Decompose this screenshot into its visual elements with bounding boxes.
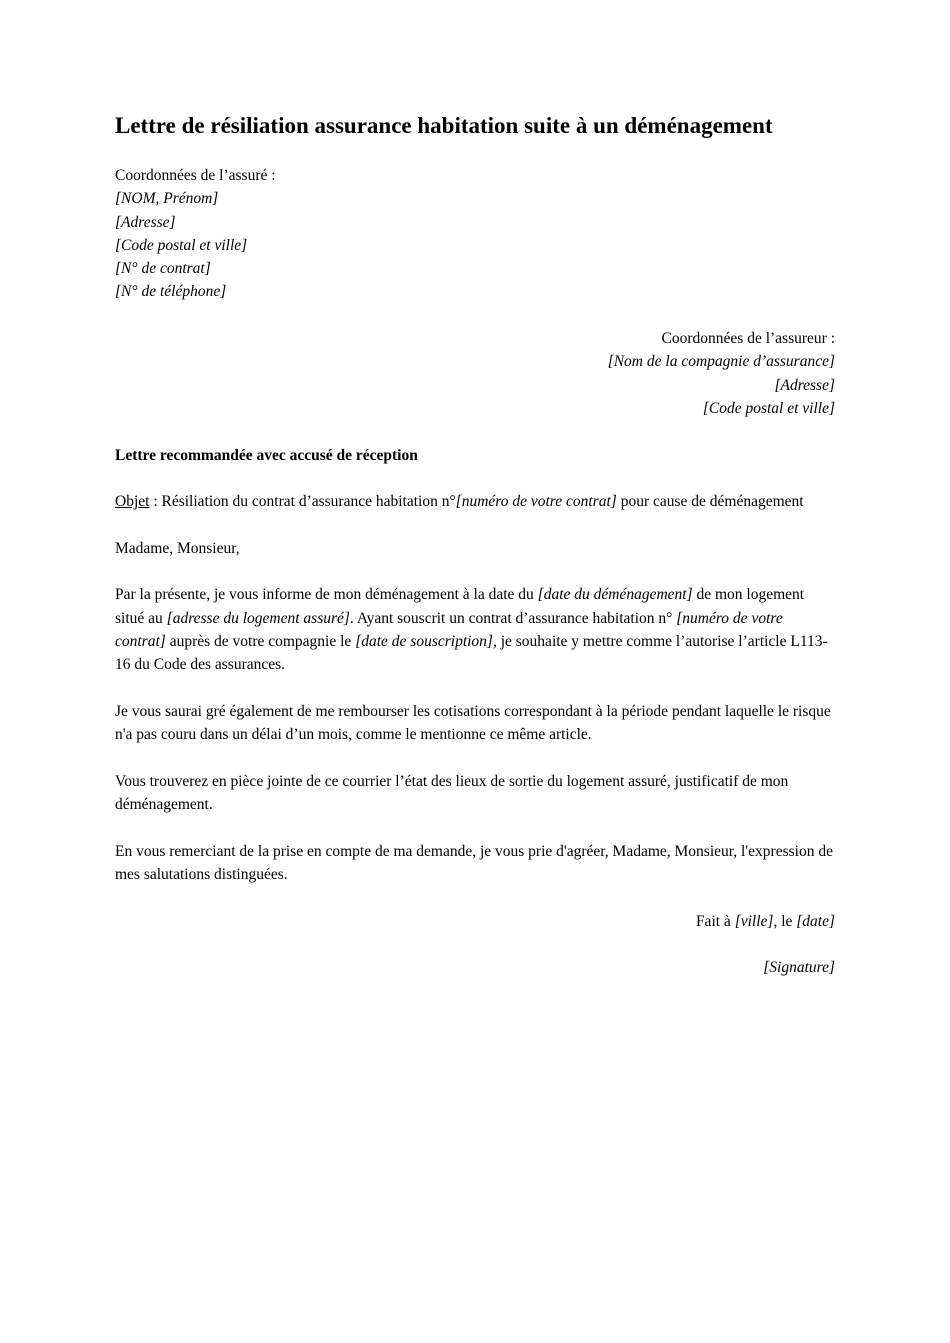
insured-placeholder-lines: [NOM, Prénom] [Adresse] [Code postal et ville] [N° de contrat] [N° de téléphone] [115, 190, 248, 301]
insurer-heading: Coordonnées de l’assureur : [661, 330, 835, 348]
registered-mail-mention: Lettre recommandée avec accusé de réception [115, 446, 418, 464]
letter-page [115, 112, 835, 1003]
body-paragraph: En vous remerciant de la prise en compte de ma demande, je vous prie d'agréer, Madame, Monsieur, l'expression de mes salutations distinguées. [115, 842, 833, 883]
insured-details-block [115, 164, 835, 304]
insurer-placeholder-lines: [Nom de la compagnie d’assurance] [Adresse] [Code postal et ville] [607, 353, 835, 417]
body-paragraph: Vous trouverez en pièce jointe de ce courrier l’état des lieux de sortie du logement assuré, justificatif de mon déménagement. [115, 772, 789, 814]
signature-placeholder: [Signature] [763, 959, 835, 977]
letter-title: Lettre de résiliation assurance habitation suite à un déménagement [115, 113, 773, 138]
salutation: Madame, Monsieur, [115, 539, 240, 557]
body-paragraph: Par la présente, je vous informe de mon déménagement à la date du [date du déménagement] de mon logement situé au [adresse du logement assuré]. Ayant souscrit un contrat d’assurance habitation n° [numéro de votre contrat] auprès de votre compagnie le [date de souscription], je souhaite y mettre comme l’autorise l’article L113-16 du Code des assurances. [115, 586, 828, 674]
body-paragraph: Je vous saurai gré également de me rembourser les cotisations correspondant à la période pendant laquelle le risque n'a pas couru dans un délai d’un mois, comme le mentionne ce même article. [115, 702, 831, 744]
insured-heading: Coordonnées de l’assuré : [115, 167, 276, 184]
subject-line: Objet : Résiliation du contrat d’assurance habitation n°[numéro de votre contrat] pour cause de déménagement [115, 493, 804, 511]
insurer-details-block [115, 327, 835, 420]
dateline: Fait à [ville], le [date] [695, 912, 835, 930]
